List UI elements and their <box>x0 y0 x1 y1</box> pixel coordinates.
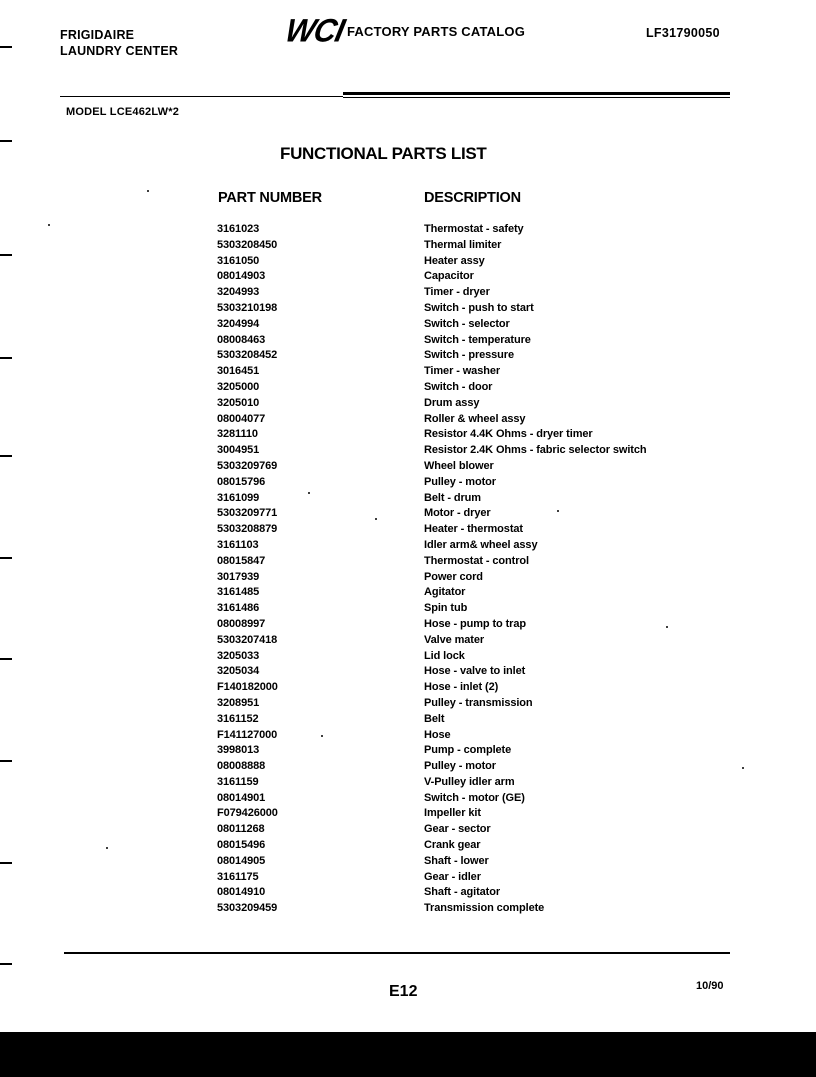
parts-row <box>0 475 816 491</box>
part-description: Switch - door <box>424 380 493 393</box>
part-number: 3004951 <box>217 444 260 457</box>
part-description: Resistor 4.4K Ohms - dryer timer <box>424 428 593 441</box>
part-number: 3205000 <box>217 380 260 393</box>
parts-row <box>0 269 816 285</box>
part-description: Drum assy <box>424 396 480 409</box>
part-number: 5303209771 <box>217 507 278 520</box>
parts-row <box>0 222 816 238</box>
part-number: 3205033 <box>217 649 260 662</box>
part-description: V-Pulley idler arm <box>424 775 515 788</box>
parts-row <box>0 396 816 412</box>
part-description: Heater assy <box>424 254 485 267</box>
scan-speck <box>106 847 108 849</box>
part-description: Motor - dryer <box>424 507 491 520</box>
parts-row <box>0 522 816 538</box>
part-number: 3161175 <box>217 870 259 883</box>
scan-bottom-edge <box>0 1032 816 1077</box>
scan-speck <box>48 224 50 226</box>
part-description: Hose <box>424 728 451 741</box>
scan-edge-mark <box>0 46 12 48</box>
part-description: Thermostat - safety <box>424 223 524 235</box>
parts-row <box>0 806 816 822</box>
part-number: 5303210198 <box>217 301 278 314</box>
part-description: Thermal limiter <box>424 238 502 251</box>
parts-row <box>0 427 816 443</box>
part-description: Hose - valve to inlet <box>424 665 526 678</box>
part-number: 3161050 <box>217 254 260 267</box>
part-description: Switch - temperature <box>424 333 531 346</box>
parts-row <box>0 412 816 428</box>
parts-row <box>0 838 816 854</box>
scan-speck <box>308 492 310 494</box>
parts-row <box>0 885 816 901</box>
brand-block <box>60 27 178 59</box>
part-number: 3281110 <box>217 428 258 441</box>
part-number: 3161485 <box>217 586 260 599</box>
parts-row <box>0 649 816 665</box>
part-description: Timer - dryer <box>424 286 490 299</box>
part-description: Lid lock <box>424 649 465 662</box>
part-number: 3161159 <box>217 775 259 788</box>
part-number: F141127000 <box>217 728 278 741</box>
part-number-header: PART NUMBER <box>218 190 322 206</box>
catalog-title: FACTORY PARTS CATALOG <box>347 24 526 39</box>
part-number: 08014905 <box>217 854 266 867</box>
part-number: 5303208452 <box>217 349 278 362</box>
part-description: Thermostat - control <box>424 554 529 567</box>
part-description: Impeller kit <box>424 807 481 820</box>
part-number: 08008997 <box>217 617 266 630</box>
scan-edge-mark <box>0 140 12 142</box>
part-description: Switch - push to start <box>424 301 534 314</box>
parts-row <box>0 301 816 317</box>
part-description: Resistor 2.4K Ohms - fabric selector switch <box>424 444 647 457</box>
parts-row <box>0 443 816 459</box>
parts-row <box>0 459 816 475</box>
part-number: 08004077 <box>217 412 266 425</box>
part-number: 08008463 <box>217 333 266 346</box>
part-number: 3161099 <box>217 491 260 504</box>
parts-row <box>0 633 816 649</box>
scan-speck <box>147 190 149 192</box>
part-description: Spin tub <box>424 602 468 615</box>
part-description: Heater - thermostat <box>424 523 523 536</box>
parts-row <box>0 901 816 917</box>
scan-edge-mark <box>0 963 12 965</box>
parts-row <box>0 254 816 270</box>
part-number: 3161486 <box>217 602 260 615</box>
parts-row <box>0 775 816 791</box>
parts-row <box>0 617 816 633</box>
parts-row <box>0 491 816 507</box>
parts-row <box>0 601 816 617</box>
parts-row <box>0 728 816 744</box>
parts-row <box>0 680 816 696</box>
parts-row <box>0 696 816 712</box>
parts-row <box>0 238 816 254</box>
part-number: 08014910 <box>217 886 266 899</box>
page-title: FUNCTIONAL PARTS LIST <box>280 144 487 163</box>
part-number: F079426000 <box>217 807 278 820</box>
part-number: 08014901 <box>217 791 266 804</box>
part-number: 5303209459 <box>217 902 278 915</box>
parts-row <box>0 664 816 680</box>
part-number: 08015496 <box>217 839 266 852</box>
header-divider-thin <box>343 97 730 98</box>
parts-row <box>0 822 816 838</box>
part-number: 3208951 <box>217 696 260 709</box>
part-description: Shaft - lower <box>424 854 489 867</box>
parts-row <box>0 348 816 364</box>
part-description: Belt <box>424 712 445 725</box>
part-description: Pulley - transmission <box>424 696 533 709</box>
parts-row <box>0 538 816 554</box>
part-description: Agitator <box>424 586 466 599</box>
part-description: Switch - motor (GE) <box>424 791 525 804</box>
parts-row <box>0 380 816 396</box>
footer-divider <box>64 952 730 954</box>
header-divider-left <box>60 96 343 97</box>
model-number: MODEL LCE462LW*2 <box>66 106 180 118</box>
scan-speck <box>742 767 744 769</box>
part-description: Hose - pump to trap <box>424 617 526 630</box>
parts-row <box>0 759 816 775</box>
part-number: F140182000 <box>217 681 278 694</box>
part-number: 3161152 <box>217 712 259 725</box>
parts-row <box>0 870 816 886</box>
part-description: Wheel blower <box>424 459 494 472</box>
part-number: 5303208879 <box>217 523 278 536</box>
part-description: Power cord <box>424 570 483 583</box>
part-description: Timer - washer <box>424 365 501 378</box>
brand-name: FRIGIDAIRE <box>60 28 135 42</box>
parts-row <box>0 364 816 380</box>
part-description: Hose - inlet (2) <box>424 681 499 694</box>
description-header: DESCRIPTION <box>424 190 521 206</box>
scan-speck <box>666 626 668 628</box>
parts-row <box>0 554 816 570</box>
parts-row <box>0 285 816 301</box>
header-divider-thick <box>343 92 730 95</box>
brand-product-line: LAUNDRY CENTER <box>60 44 179 58</box>
part-number: 5303209769 <box>217 459 278 472</box>
part-number: 5303207418 <box>217 633 278 646</box>
part-description: Pump - complete <box>424 744 512 757</box>
part-number: 08015847 <box>217 554 266 567</box>
part-description: Belt - drum <box>424 491 481 504</box>
part-description: Gear - idler <box>424 870 481 883</box>
page-number: E12 <box>389 983 418 1000</box>
part-number: 3017939 <box>217 570 260 583</box>
part-description: Valve mater <box>424 633 485 646</box>
part-description: Idler arm& wheel assy <box>424 538 538 551</box>
part-description: Capacitor <box>424 270 474 283</box>
part-description: Roller & wheel assy <box>424 412 526 425</box>
part-number: 3161023 <box>217 223 260 235</box>
part-description: Switch - selector <box>424 317 510 330</box>
part-number: 08008888 <box>217 760 266 773</box>
part-number: 3204993 <box>217 286 260 299</box>
parts-row <box>0 570 816 586</box>
parts-row <box>0 854 816 870</box>
part-number: 5303208450 <box>217 238 278 251</box>
part-number: 08011268 <box>217 823 265 836</box>
part-number: 08014903 <box>217 270 266 283</box>
part-description: Shaft - agitator <box>424 886 501 899</box>
part-description: Pulley - motor <box>424 475 496 488</box>
part-number: 3205010 <box>217 396 260 409</box>
wci-logo: WCI <box>282 12 348 49</box>
part-description: Pulley - motor <box>424 760 496 773</box>
parts-row <box>0 317 816 333</box>
scan-speck <box>375 518 377 520</box>
parts-row <box>0 791 816 807</box>
scan-speck <box>321 735 323 737</box>
catalog-number: LF31790050 <box>646 26 720 40</box>
part-number: 3998013 <box>217 744 260 757</box>
part-number: 3205034 <box>217 665 260 678</box>
print-date: 10/90 <box>696 980 724 992</box>
part-description: Transmission complete <box>424 902 545 915</box>
part-description: Switch - pressure <box>424 349 514 362</box>
part-number: 3204994 <box>217 317 260 330</box>
parts-row <box>0 712 816 728</box>
parts-row <box>0 333 816 349</box>
parts-row <box>0 743 816 759</box>
part-number: 08015796 <box>217 475 266 488</box>
scan-speck <box>557 510 559 512</box>
part-number: 3161103 <box>217 538 259 551</box>
part-description: Crank gear <box>424 839 481 852</box>
part-description: Gear - sector <box>424 823 491 836</box>
parts-row <box>0 585 816 601</box>
part-number: 3016451 <box>217 365 260 378</box>
parts-row <box>0 506 816 522</box>
parts-list <box>0 222 816 917</box>
